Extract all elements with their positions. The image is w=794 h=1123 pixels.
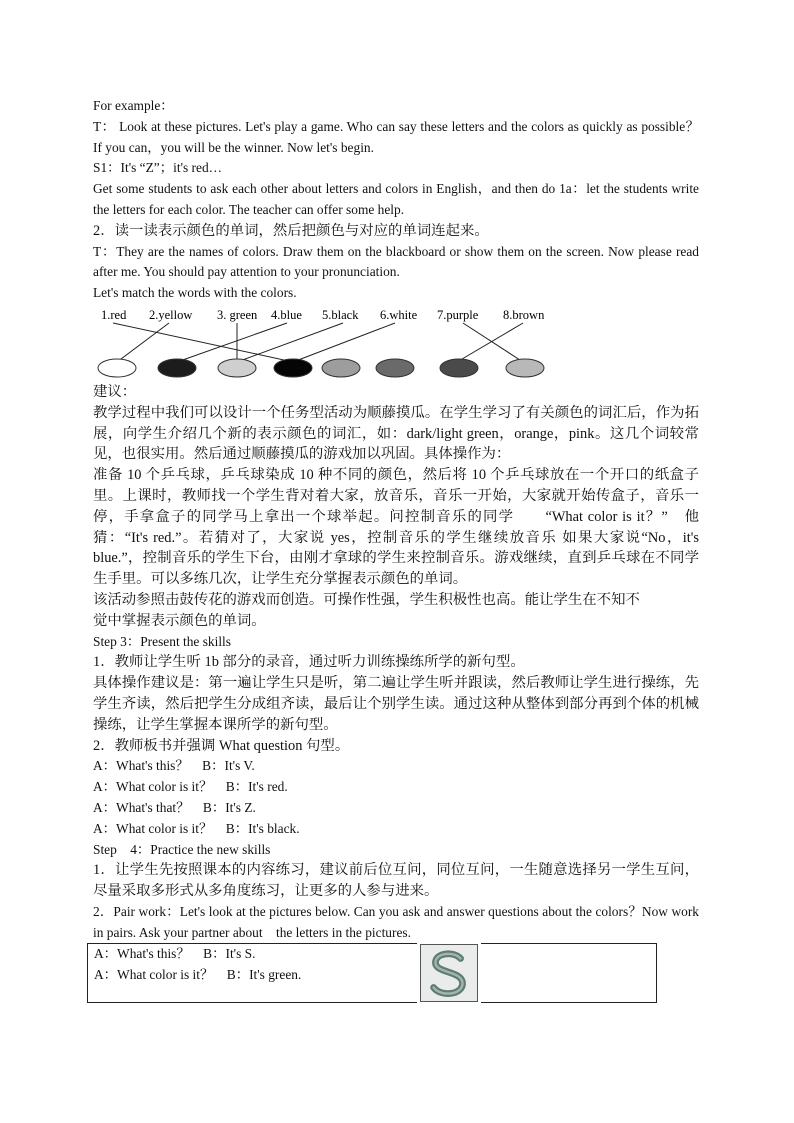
- color-ball: [274, 359, 312, 377]
- match-line: [293, 323, 395, 362]
- step-heading: Step 4：Practice the new skills: [93, 841, 271, 857]
- color-ball: [376, 359, 414, 377]
- color-ball: [158, 359, 196, 377]
- text-line: 1．教师让学生听 1b 部分的录音，通过听力训练操练所学的新句型。: [93, 654, 525, 671]
- dialogue-line: A：What's this？ B：It's S.: [94, 946, 256, 962]
- dialogue-line: A：What color is it？ B：It's green.: [94, 967, 302, 983]
- color-ball: [322, 359, 360, 377]
- color-ball: [440, 359, 478, 377]
- matching-svg: [97, 306, 557, 378]
- color-matching-diagram: [97, 306, 557, 378]
- text-line: 2．读一读表示颜色的单词，然后把颜色与对应的单词连起来。: [93, 222, 489, 239]
- text-paragraph: Get some students to ask each other about letters and colors in English，and then do 1a：let the students write the letters for each color. The teacher can offer some help.: [93, 181, 699, 217]
- dialogue-line: A：What color is it？ B：It's black.: [93, 820, 300, 836]
- dialogue-line: A：What's this？ B：It's V.: [93, 758, 255, 774]
- word-label: 1.red: [101, 307, 127, 322]
- dialogue-line: A：What's that？ B：It's Z.: [93, 799, 256, 815]
- text-paragraph: 准备 10 个乒乓球，乒乓球染成 10 种不同的颜色，然后将 10 个乒乓球放在一个开口的纸盒子里。上课时，教师找一个学生背对着大家，放音乐，音乐一开始，大家就开始传盒子，音乐一停，手拿盒子的同学马上拿出一个球举起。问控制音乐的同学 “What color is it？” 他猜：“It's red.”。若猜对了，大家说 yes，控制音乐的学生继续放音乐 如果大家说“No，it's blue.”，控制音乐的学生下台，由刚才拿球的学生来控制音乐。游戏继续，直到乒乓球在不同学生手里。可以多练几次，让学生充分掌握表示颜色的单词。: [93, 467, 699, 588]
- color-ball: [98, 359, 136, 377]
- text-paragraph: 教学过程中我们可以设计一个任务型活动为顺藤摸瓜。在学生学习了有关颜色的词汇后，作为拓展，向学生介绍几个新的表示颜色的词汇，如：dark/light green，orange，pink。这几个词较常见，也很实用。然后通过顺藤摸瓜的游戏加以巩固。具体操作为：: [93, 404, 699, 463]
- letter-s-graphic: [421, 945, 477, 1001]
- text-line: 觉中掌握表示颜色的单词。: [93, 612, 266, 629]
- word-label: 6.white: [380, 307, 418, 322]
- word-label: 7.purple: [437, 307, 479, 322]
- match-line: [113, 323, 293, 362]
- letter-s-image: [420, 944, 478, 1002]
- word-label: 3. green: [217, 307, 258, 322]
- dialogue-box: [87, 943, 417, 1003]
- color-ball: [506, 359, 544, 377]
- text-paragraph: 1．让学生先按照课本的内容练习，建议前后位互问，同位互问，一生随意选择另一学生互问，尽量采取多形式从多角度练习，让更多的人参与进来。: [93, 862, 699, 900]
- word-label: 8.brown: [503, 307, 545, 322]
- word-label: 5.black: [322, 307, 359, 322]
- word-label: 4.blue: [271, 307, 302, 322]
- match-line: [117, 323, 169, 362]
- text-line: 该活动参照击鼓传花的游戏而创造。可操作性强，学生积极性也高。能让学生在不知不: [93, 591, 640, 608]
- dialogue-line: A：What color is it？ B：It's red.: [93, 779, 288, 795]
- color-ball: [218, 359, 256, 377]
- text-paragraph: 2．Pair work：Let's look at the pictures below. Can you ask and answer questions about the colors？Now work in pairs. Ask your partner about the letters in the pictures.: [93, 903, 699, 940]
- text-line: For example：: [93, 98, 174, 113]
- text-paragraph: T： Look at these pictures. Let's play a game. Who can say these letters and the colors as quickly as possible？If you can，you will be the winner. Now let's begin.: [93, 118, 699, 155]
- text-line: 2．教师板书并强调 What question 句型。: [93, 737, 350, 754]
- text-paragraph: 具体操作建议是：第一遍让学生只是听，第二遍让学生听并跟读，然后教师让学生进行操练，先学生齐读，然后把学生分成组齐读，最后让个别学生读。通过这种从整体到部分再到个体的机械操练，让学生掌握本课所学的新句型。: [93, 675, 699, 733]
- word-label: 2.yellow: [149, 307, 193, 322]
- step-heading: Step 3：Present the skills: [93, 633, 231, 649]
- section-heading: 建议：: [93, 383, 137, 400]
- empty-box-cell: [481, 943, 657, 1003]
- document-page: [93, 96, 699, 1005]
- text-line: Let's match the words with the colors.: [93, 285, 297, 301]
- match-line: [177, 323, 287, 362]
- text-paragraph: T：They are the names of colors. Draw them on the blackboard or show them on the screen. Now please read after me. You should pay attention to your pronunciation.: [93, 243, 699, 280]
- text-line: S1：It's “Z”；it's red…: [93, 160, 223, 176]
- pair-work-box: [87, 943, 657, 1005]
- match-line: [237, 323, 343, 362]
